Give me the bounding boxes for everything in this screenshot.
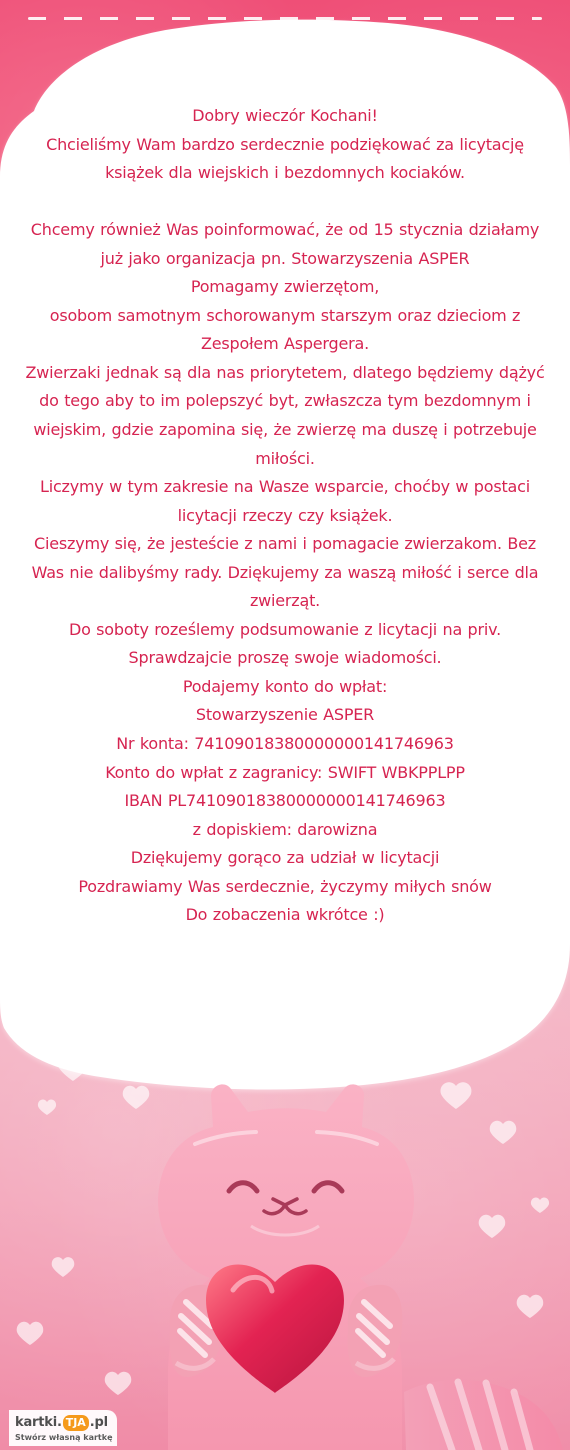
logo-badge: TJA [63,1415,89,1431]
heart-icon [479,1215,506,1238]
logo-line [15,1414,111,1432]
heart-icon [58,1054,89,1081]
heart-icon [517,1295,544,1318]
heart-icon [105,1372,132,1395]
heart-icon [531,1197,549,1213]
heart-icon [17,1322,44,1345]
heart-icon [123,1086,150,1109]
logo-tagline: Stwórz własną kartkę [15,1433,113,1442]
heart-icon [441,1082,472,1109]
cat-illustration [0,1040,570,1450]
heart-icon [38,1099,56,1115]
brand-logo[interactable] [9,1410,117,1446]
greeting-message: Dobry wieczór Kochani! Chcieliśmy Wam bardzo serdecznie podziękować za licytację książek dla wiejskich i bezdomnych kociaków. Chcemy również Was poinformować, że od 15 stycznia działamy już jako organizacja pn. Stowarzyszenia ASPER Pomagamy zwierzętom, osobom samotnym schorowanym starszym oraz dzieciom z Zespołem Aspergera. Zwierzaki jednak są dla nas priorytetem, dlatego będziemy dążyć do tego aby to im polepszyć byt, zwłaszcza tym bezdomnym i wiejskim, gdzie zapomina się, że zwierzę ma duszę i potrzebuje miłości. Liczymy w tym zakresie na Wasze wsparcie, choćby w postaci licytacji rzeczy czy książek. Cieszymy się, że jesteście z nami i pomagacie zwierzakom. Bez Was nie dalibyśmy rady. Dziękujemy za waszą miłość i serce dla zwierząt. Do soboty roześlemy podsumowanie z licytacji na priv. Sprawdzajcie proszę swoje wiadomości. Podajemy konto do wpłat: Stowarzyszenie ASPER Nr konta: 74109018380000000141746963 Konto do wpłat z zagranicy: SWIFT WBKPPLPP IBAN PL74109018380000000141746963 z dopiskiem: darowizna Dziękujemy gorąco za udział w licytacji Pozdrawiamy Was serdecznie, życzymy miłych snów Do zobaczenia wkrótce :) [25,106,545,925]
heart-icon [52,1257,75,1277]
heart-icon [490,1121,517,1144]
tail [404,1380,563,1450]
logo-domain: .pl [89,1415,108,1430]
logo-word: kartki. [15,1415,62,1430]
